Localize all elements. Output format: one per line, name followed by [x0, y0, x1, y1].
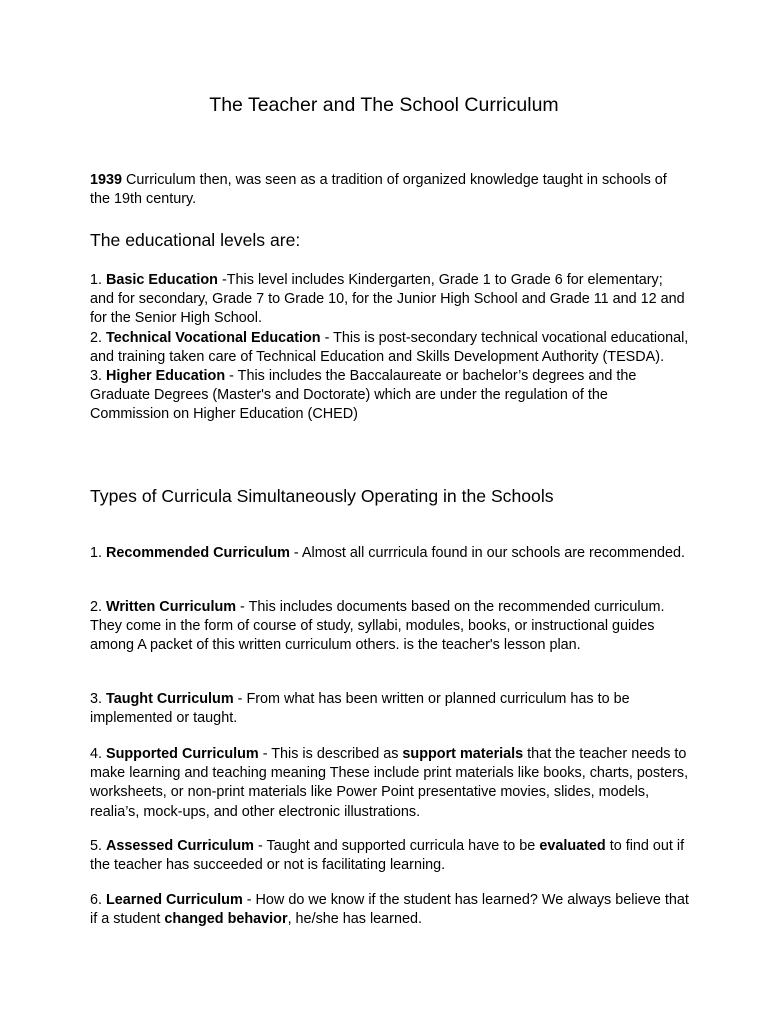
list-item-text: - From what has been written or planned curriculum has to be implemented or taught.: [90, 691, 630, 727]
list-item-text: - Almost all currricula found in our schools are recommended.: [289, 545, 686, 561]
list-item-emphasis: evaluated: [539, 838, 606, 854]
list-item-text: - This includes documents based on the recommended curriculum. They come in the form of course of study, syllabi, modules, books, or instructional guides among A packet of this written curriculum others. is the teacher's lesson plan.: [90, 599, 665, 654]
list-item: [90, 745, 690, 822]
list-item-text: - This includes the Baccalaureate or bachelor’s degrees and the Graduate Degrees (Master's and Doctorate) which are under the regulation of the Commission on Higher Education (CHED): [90, 368, 637, 423]
list-item-term: Written Curriculum: [106, 599, 237, 615]
list-item-number: 4.: [90, 746, 106, 762]
list-item-term: Learned Curriculum: [106, 892, 243, 908]
list-item-text: that the teacher needs to make learning and teaching meaning These include print materials like books, charts, posters, worksheets, or non-print materials like Power Point presentative movies, slides, models, realia’s, mock-ups, and other electronic illustrations.: [90, 746, 689, 820]
levels-list: [90, 271, 690, 425]
list-item-text: - This is post-secondary technical vocational educational, and training taken care of Technical Education and Skills Development Authority (TESDA).: [90, 329, 689, 365]
list-item: [90, 891, 690, 929]
list-item: [90, 271, 690, 329]
list-item-number: 5.: [90, 838, 106, 854]
list-item-text: - How do we know if the student has learned? We always believe that if a student: [90, 892, 689, 928]
list-item: [90, 837, 690, 875]
list-item-term: Taught Curriculum: [106, 691, 234, 707]
list-item-number: 3.: [90, 368, 106, 385]
list-item-text: , he/she has learned.: [287, 911, 422, 928]
list-item-number: 2.: [90, 329, 106, 346]
list-item-emphasis: changed behavior: [164, 911, 288, 928]
list-item: [90, 690, 690, 728]
list-item-emphasis: support materials: [402, 746, 524, 762]
list-item-number: 1.: [90, 272, 106, 288]
intro-text: Curriculum then, was seen as a tradition of organized knowledge taught in schools of the 19th century.: [90, 172, 667, 208]
list-item: [90, 367, 690, 425]
list-item: [90, 329, 690, 367]
list-item-number: 2.: [90, 599, 106, 615]
list-item-term: Higher Education: [106, 368, 226, 385]
list-item-term: Technical Vocational Education: [106, 329, 321, 346]
list-item-term: Basic Education: [106, 272, 218, 288]
list-item-number: 6.: [90, 892, 106, 908]
intro-year: 1939: [90, 172, 123, 188]
list-item-number: 1.: [90, 545, 106, 561]
list-item-term: Supported Curriculum: [106, 746, 259, 762]
list-item-term: Assessed Curriculum: [106, 838, 254, 854]
document-title: The Teacher and The School Curriculum: [209, 94, 559, 116]
list-item-number: 3.: [90, 691, 106, 707]
list-item: [90, 598, 690, 656]
list-item-text: -This level includes Kindergarten, Grade 1 to Grade 6 for elementary; and for secondary, Grade 7 to Grade 10, for the Junior High School and Grade 11 and 12 and for the Senior High School.: [90, 272, 685, 327]
list-item-term: Recommended Curriculum: [106, 545, 290, 561]
list-item-text: - Taught and supported curricula have to be: [253, 838, 540, 854]
list-item-text: - This is described as: [258, 746, 403, 762]
list-item-text: to find out if the teacher has succeeded or not is facilitating learning.: [90, 838, 685, 874]
intro-paragraph: [90, 171, 690, 209]
types-heading: Types of Curricula Simultaneously Operating in the Schools: [90, 486, 554, 506]
list-item: [90, 544, 690, 563]
levels-heading: The educational levels are:: [90, 230, 301, 250]
